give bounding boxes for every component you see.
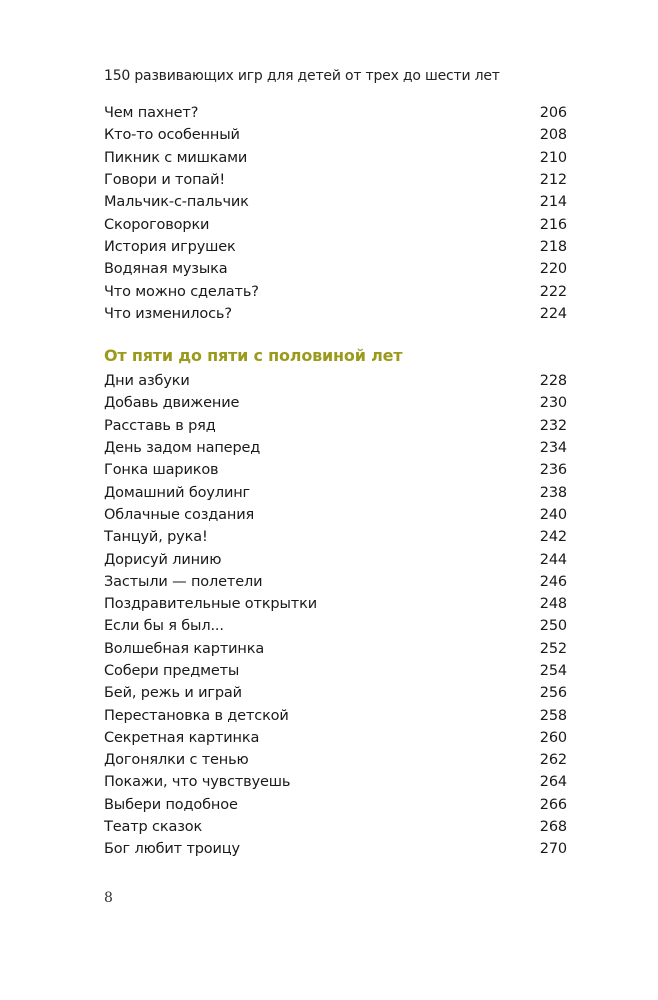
toc-entry[interactable] — [104, 459, 567, 481]
toc-entry-page: 246 — [539, 573, 567, 590]
toc-entry-page: 260 — [539, 729, 567, 746]
toc-entry-title: Говори и топай! — [104, 172, 226, 189]
toc-entry-page: 220 — [539, 261, 567, 278]
toc-entry[interactable] — [104, 571, 567, 593]
toc-entry[interactable] — [104, 682, 567, 704]
toc-entry-title: Дни азбуки — [104, 373, 190, 390]
toc-entry[interactable] — [104, 704, 567, 726]
toc-entry-title: Бей, режь и играй — [104, 685, 242, 702]
toc-entry[interactable] — [104, 771, 567, 793]
toc-entry[interactable] — [104, 548, 567, 570]
toc-entry[interactable] — [104, 392, 567, 414]
toc-entry-title: Поздравительные открытки — [104, 596, 317, 613]
toc-entry-page: 262 — [539, 752, 567, 769]
toc-entry[interactable] — [104, 727, 567, 749]
toc-entry-title: Добавь движение — [104, 395, 240, 412]
toc-entry-title: Если бы я был... — [104, 618, 224, 635]
toc-entry-title: Театр сказок — [104, 819, 203, 836]
toc-entry-title: Догонялки с тенью — [104, 752, 249, 769]
toc-entry[interactable] — [104, 213, 567, 235]
toc-entry-page: 270 — [539, 841, 567, 858]
toc-entry-title: Волшебная картинка — [104, 640, 265, 657]
toc-entry[interactable] — [104, 816, 567, 838]
toc-entry[interactable] — [104, 102, 567, 124]
toc-entry-page: 206 — [539, 105, 567, 122]
toc-entry-page: 232 — [539, 417, 567, 434]
toc-entry-page: 238 — [539, 484, 567, 501]
toc-entry[interactable] — [104, 236, 567, 258]
toc-entry-page: 228 — [539, 373, 567, 390]
toc-entry-title: Скороговорки — [104, 216, 210, 233]
toc-entry-title: Застыли — полетели — [104, 573, 263, 590]
toc-entry-title: Что можно сделать? — [104, 283, 259, 300]
toc-entry-title: Собери предметы — [104, 663, 240, 679]
toc-entry-title: Покажи, что чувствуешь — [104, 774, 291, 791]
toc-entry-page: 210 — [539, 149, 567, 166]
toc-entry[interactable] — [104, 749, 567, 771]
toc-entry-page: 218 — [539, 238, 567, 255]
toc-entry-title: Секретная картинка — [104, 729, 260, 746]
toc-entry-page: 252 — [539, 640, 567, 657]
toc-entry-title: Домашний боулинг — [104, 484, 251, 501]
toc-entry-title: Дорисуй линию — [104, 551, 222, 568]
page-number: 8 — [104, 890, 113, 906]
running-header: 150 развивающих игр для детей от трех до шести лет — [104, 68, 500, 84]
toc-entry[interactable] — [104, 169, 567, 191]
toc-entry[interactable] — [104, 526, 567, 548]
toc-entry-page: 212 — [539, 172, 567, 189]
toc-entry-page: 234 — [539, 440, 567, 457]
toc-entry-page: 240 — [539, 506, 567, 523]
toc-entry-title: Водяная музыка — [104, 261, 228, 278]
toc-entry-page: 230 — [539, 395, 567, 412]
toc-entry-title: Кто-то особенный — [104, 127, 240, 144]
toc-entry-title: Выбери подобное — [104, 796, 238, 813]
toc-entry[interactable] — [104, 794, 567, 816]
section-heading: От пяти до пяти с половиной лет — [104, 346, 403, 365]
toc-entry-page: 264 — [539, 774, 567, 791]
toc-list-part1 — [104, 102, 567, 325]
toc-list-part2 — [104, 370, 567, 861]
toc-entry-title: Перестановка в детской — [104, 707, 289, 724]
toc-entry[interactable] — [104, 660, 567, 682]
toc-entry[interactable] — [104, 838, 567, 860]
toc-entry[interactable] — [104, 504, 567, 526]
toc-entry[interactable] — [104, 593, 567, 615]
toc-entry[interactable] — [104, 258, 567, 280]
toc-entry-page: 214 — [539, 194, 567, 211]
toc-entry-title: Мальчик-с-пальчик — [104, 194, 249, 211]
toc-entry[interactable] — [104, 303, 567, 325]
toc-entry-title: Облачные создания — [104, 506, 255, 523]
toc-entry-page: 268 — [539, 819, 567, 836]
toc-entry-page: 216 — [539, 216, 567, 233]
toc-entry-title: Бог любит троицу — [104, 841, 240, 858]
toc-entry-title: Расставь в ряд — [104, 417, 216, 434]
toc-entry-page: 242 — [539, 529, 567, 546]
toc-entry-page: 236 — [539, 462, 567, 479]
toc-entry[interactable] — [104, 124, 567, 146]
toc-entry-title: День задом наперед — [104, 440, 261, 457]
toc-entry-title: Что изменилось? — [104, 305, 232, 322]
toc-entry-page: 224 — [539, 305, 567, 322]
toc-entry-page: 248 — [539, 596, 567, 613]
toc-entry[interactable] — [104, 615, 567, 637]
toc-entry-title: Гонка шариков — [104, 462, 219, 479]
toc-entry-page: 208 — [539, 127, 567, 144]
toc-entry-page: 256 — [539, 685, 567, 702]
toc-entry-title: Пикник с мишками — [104, 149, 248, 166]
toc-entry-page: 244 — [539, 551, 567, 568]
toc-entry[interactable] — [104, 191, 567, 213]
toc-entry[interactable] — [104, 280, 567, 302]
toc-entry[interactable] — [104, 370, 567, 392]
toc-entry-page: 250 — [539, 618, 567, 635]
toc-entry[interactable] — [104, 147, 567, 169]
toc-entry-page: 222 — [539, 283, 567, 300]
toc-entry-page: 254 — [539, 663, 567, 679]
toc-entry-title: Чем пахнет? — [104, 105, 199, 122]
toc-entry[interactable] — [104, 638, 567, 660]
toc-entry[interactable] — [104, 437, 567, 459]
toc-entry-page: 258 — [539, 707, 567, 724]
toc-entry[interactable] — [104, 415, 567, 437]
toc-entry-page: 266 — [539, 796, 567, 813]
toc-entry-title: История игрушек — [104, 238, 236, 255]
toc-entry[interactable] — [104, 481, 567, 503]
toc-entry-title: Танцуй, рука! — [104, 529, 208, 546]
